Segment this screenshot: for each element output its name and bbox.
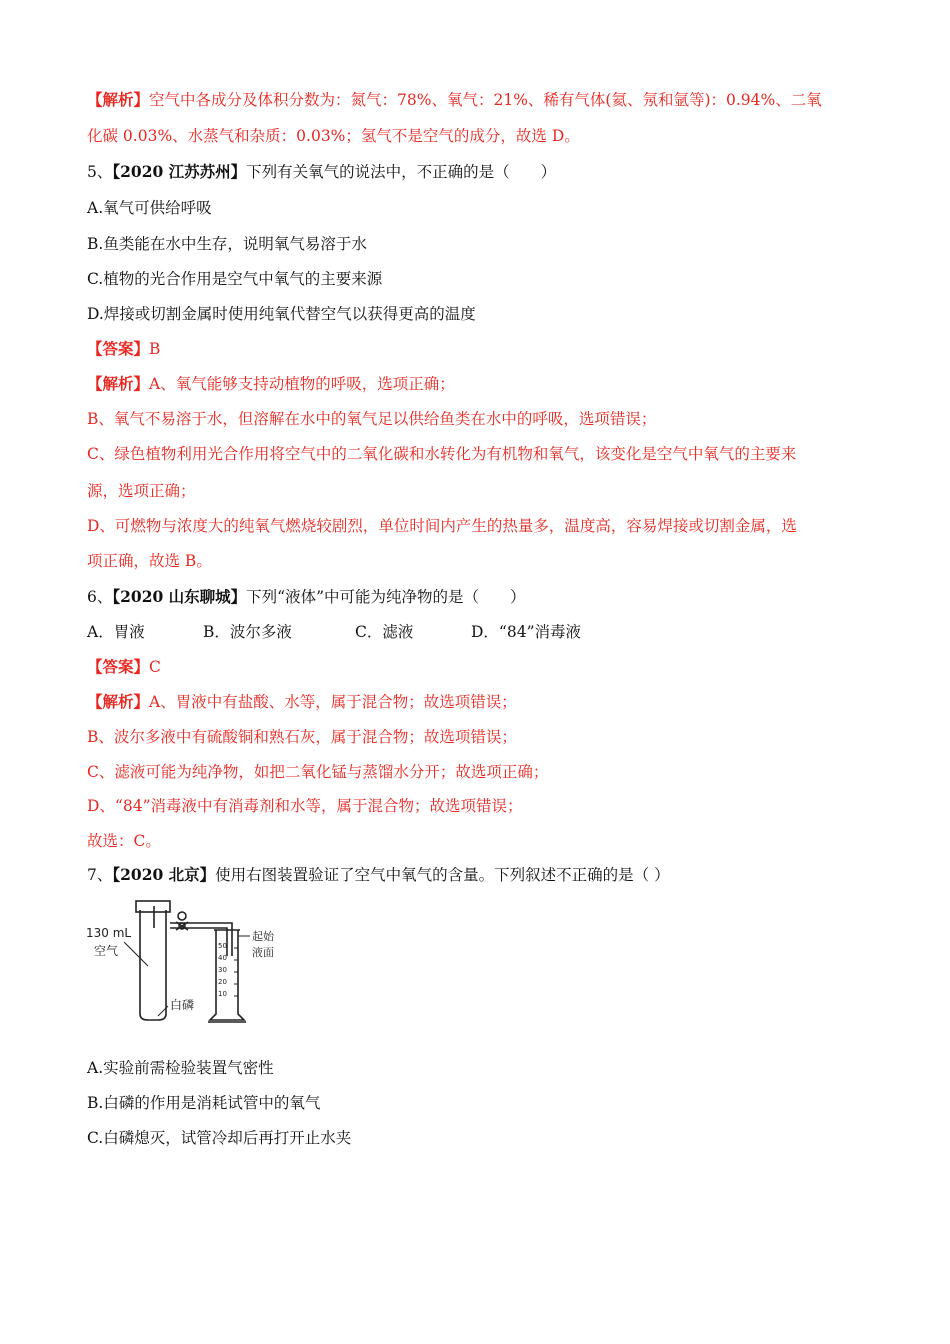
scale-30: 30 bbox=[218, 966, 227, 974]
q5-analysis-line2: B、氧气不易溶于水，但溶解在水中的氧气足以供给鱼类在水中的呼吸，选项错误； bbox=[87, 410, 657, 428]
q6-source: 【2020 山东聊城】 bbox=[112, 587, 247, 606]
scale-10: 10 bbox=[218, 990, 227, 998]
apparatus-figure bbox=[84, 896, 284, 1024]
air-label: 空气 bbox=[94, 944, 119, 958]
q6-options bbox=[87, 621, 870, 643]
rubber-stopper bbox=[136, 901, 170, 912]
q6-stem-text: 下列“液体”中可能为纯净物的是（ ） bbox=[246, 588, 526, 606]
scale-40: 40 bbox=[218, 954, 227, 962]
q5-option-c: C.植物的光合作用是空气中氧气的主要来源 bbox=[87, 270, 383, 288]
scale-50: 50 bbox=[218, 942, 227, 950]
q5-analysis-line3: C、绿色植物利用光合作用将空气中的二氧化碳和水转化为有机物和氧气，该变化是空气中氧气的主要来 bbox=[87, 445, 797, 463]
q5-stem bbox=[87, 161, 870, 183]
q6-analysis-line4: D、“84”消毒液中有消毒剂和水等，属于混合物；故选项错误； bbox=[87, 797, 523, 815]
q6-option-a: A．胃液 bbox=[87, 623, 145, 641]
q5-option-a: A.氧气可供给呼吸 bbox=[87, 199, 212, 217]
q7-number: 7、 bbox=[87, 866, 113, 884]
q5-answer-tag: 【答案】 bbox=[87, 339, 150, 358]
q6-answer-tag: 【答案】 bbox=[87, 657, 150, 676]
q5-number: 5、 bbox=[87, 163, 113, 181]
q5-source: 【2020 江苏苏州】 bbox=[112, 162, 247, 181]
initial-level-label-1: 起始 bbox=[252, 930, 274, 943]
q5-analysis-line4: 源，选项正确； bbox=[87, 482, 196, 500]
q5-analysis-tag: 【解析】 bbox=[87, 374, 150, 393]
q6-analysis-line5: 故选：C。 bbox=[87, 832, 161, 850]
q7-option-b: B.白磷的作用是消耗试管中的氧气 bbox=[87, 1094, 321, 1112]
scale-20: 20 bbox=[218, 978, 227, 986]
q5-analysis-line5: D、可燃物与浓度大的纯氧气燃烧较剧烈，单位时间内产生的热量多，温度高，容易焊接或切割金属，选 bbox=[87, 517, 797, 535]
q6-number: 6、 bbox=[87, 588, 113, 606]
q5-option-d: D.焊接或切割金属时使用纯氧代替空气以获得更高的温度 bbox=[87, 305, 476, 323]
phosphorus-label: 白磷 bbox=[170, 998, 195, 1012]
q5-option-b: B.鱼类能在水中生存，说明氧气易溶于水 bbox=[87, 235, 367, 253]
q6-analysis-line3: C、滤液可能为纯净物，如把二氧化锰与蒸馏水分开；故选项正确； bbox=[87, 763, 549, 781]
q5-analysis-line1 bbox=[87, 373, 870, 395]
q6-answer-value: C bbox=[149, 658, 161, 676]
initial-level-label-2: 液面 bbox=[252, 946, 274, 959]
q5-answer bbox=[87, 338, 870, 360]
q6-answer bbox=[87, 656, 870, 678]
q5-analysis-text1: A、氧气能够支持动植物的呼吸，选项正确； bbox=[149, 375, 455, 393]
q7-stem bbox=[87, 864, 870, 886]
q5-analysis-line6: 项正确，故选 B。 bbox=[87, 552, 212, 570]
q5-stem-text: 下列有关氧气的说法中，不正确的是（ ） bbox=[246, 163, 557, 181]
q6-analysis-tag: 【解析】 bbox=[87, 692, 150, 711]
q6-option-d: D．“84”消毒液 bbox=[471, 623, 581, 641]
q4-analysis-text1: 空气中各成分及体积分数为：氮气：78%、氧气：21%、稀有气体(氦、氖和氩等)：0.94%、二氧 bbox=[149, 91, 822, 109]
q6-option-b: B．波尔多液 bbox=[203, 623, 292, 641]
q4-analysis-line1 bbox=[87, 89, 870, 111]
q5-answer-value: B bbox=[149, 340, 161, 358]
q6-analysis-line1 bbox=[87, 691, 870, 713]
q6-analysis-text1: A、胃液中有盐酸、水等，属于混合物；故选项错误； bbox=[149, 693, 517, 711]
q4-analysis-tag: 【解析】 bbox=[87, 90, 150, 109]
q6-option-c: C．滤液 bbox=[355, 623, 414, 641]
volume-label: 130 mL bbox=[86, 926, 132, 940]
q7-option-c: C.白磷熄灭，试管冷却后再打开止水夹 bbox=[87, 1129, 352, 1147]
q7-option-a: A.实验前需检验装置气密性 bbox=[87, 1059, 274, 1077]
q7-source: 【2020 北京】 bbox=[112, 865, 216, 884]
q4-analysis-line2: 化碳 0.03%、水蒸气和杂质：0.03%；氢气不是空气的成分，故选 D。 bbox=[87, 127, 580, 145]
q7-stem-text: 使用右图装置验证了空气中氧气的含量。下列叙述不正确的是（ ） bbox=[215, 866, 670, 884]
q6-stem bbox=[87, 586, 870, 608]
clamp-knob bbox=[178, 912, 186, 920]
air-leader-line bbox=[124, 942, 148, 966]
test-tube bbox=[140, 910, 166, 1020]
q6-analysis-line2: B、波尔多液中有硫酸铜和熟石灰，属于混合物；故选项错误； bbox=[87, 728, 517, 746]
